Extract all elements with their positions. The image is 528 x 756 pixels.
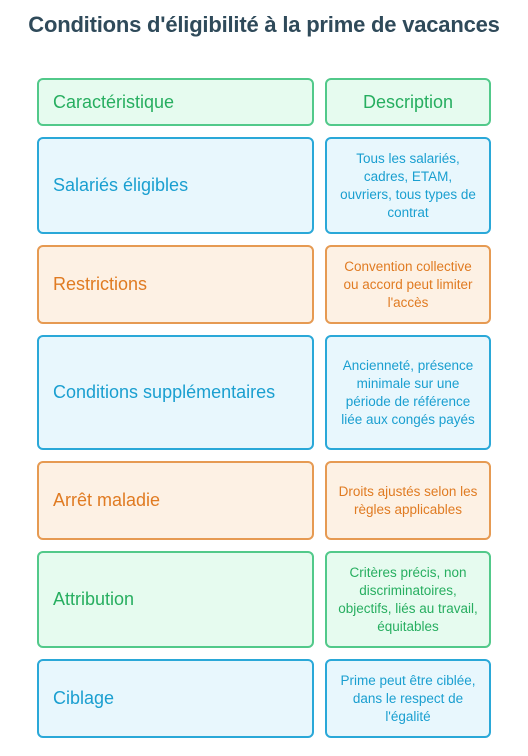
row-label-eligible-employees: Salariés éligibles <box>37 137 314 234</box>
header-characteristic: Caractéristique <box>37 78 314 126</box>
header-description: Description <box>325 78 491 126</box>
row-desc-restrictions: Convention collective ou accord peut limiter l'accès <box>325 245 491 324</box>
row-desc-attribution: Critères précis, non discriminatoires, objectifs, liés au travail, équitables <box>325 551 491 648</box>
row-label-restrictions: Restrictions <box>37 245 314 324</box>
row-desc-sick-leave: Droits ajustés selon les règles applicables <box>325 461 491 540</box>
row-desc-targeting: Prime peut être ciblée, dans le respect de l'égalité <box>325 659 491 738</box>
row-label-additional-conditions: Conditions supplémentaires <box>37 335 314 450</box>
row-label-sick-leave: Arrêt maladie <box>37 461 314 540</box>
page-title: Conditions d'éligibilité à la prime de vacances <box>28 12 500 37</box>
row-desc-eligible-employees: Tous les salariés, cadres, ETAM, ouvriers, tous types de contrat <box>325 137 491 234</box>
row-label-targeting: Ciblage <box>37 659 314 738</box>
row-label-attribution: Attribution <box>37 551 314 648</box>
row-desc-additional-conditions: Ancienneté, présence minimale sur une période de référence liée aux congés payés <box>325 335 491 450</box>
